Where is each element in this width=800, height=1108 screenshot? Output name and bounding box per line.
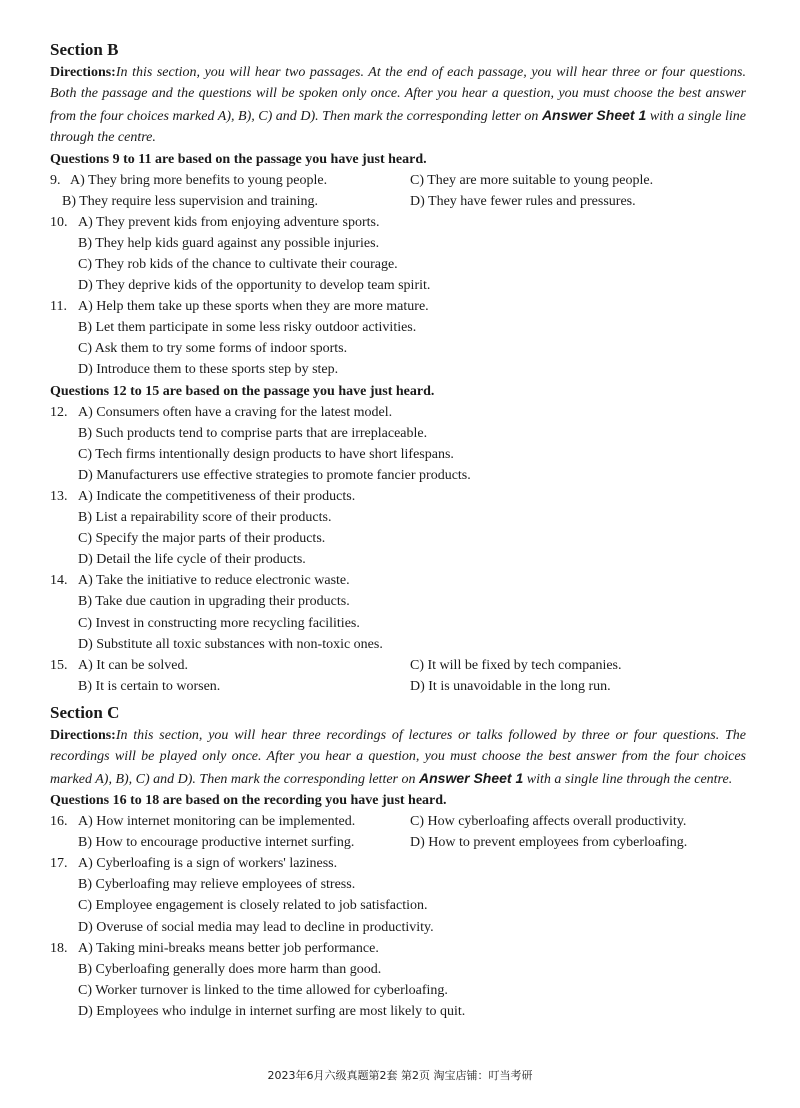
option-c: C) Worker turnover is linked to the time allowed for cyberloafing. [78,982,448,998]
option-c: C) Employee engagement is closely related to job satisfaction. [78,898,428,914]
section-c-directions [50,725,746,790]
question-10 [50,212,746,296]
option-d: D) Introduce them to these sports step by step. [78,362,339,378]
question-15 [50,655,746,697]
directions-label: Directions: [50,65,116,80]
option-b: B) Cyberloafing generally does more harm than good. [78,961,382,977]
directions-text: In this section, you will hear two passages. At the end of each passage, you will hear three or four questions. Both the passage and the questions will be spoken only once. After you hear a question, you must choose the best answer from the four choices marked A), B), C) and D). Then mark the corresponding letter on [50,65,746,124]
question-number: 12. [50,404,68,420]
option-b: B) List a repairability score of their products. [78,510,332,526]
question-17 [50,853,746,937]
option-b: B) Such products tend to comprise parts that are irreplaceable. [78,425,428,441]
question-number: 17. [50,856,68,872]
question-12 [50,402,746,486]
option-d: D) Overuse of social media may lead to decline in productivity. [78,919,434,935]
passage-note-9-11: Questions 9 to 11 are based on the passage you have just heard. [50,151,427,167]
option-d: D) Substitute all toxic substances with non-toxic ones. [78,636,383,652]
exam-page [50,38,746,1022]
directions-label: Directions: [50,727,116,743]
section-b-directions [50,62,746,149]
question-number: 14. [50,573,68,589]
directions-text: In this section, you will hear three recordings of lectures or talks followed by three or four questions. The recordings will be played only once. After you hear a question, you must choose the best answer from the four choices marked A), B), C) and D). Then mark the corresponding letter on [50,727,746,787]
question-number: 11. [50,299,67,315]
option-a: A) Taking mini-breaks means better job performance. [78,940,379,956]
option-b: B) They require less supervision and training. [62,193,318,209]
passage-note-12-15: Questions 12 to 15 are based on the passage you have just heard. [50,383,435,399]
option-b: B) It is certain to worsen. [78,678,221,694]
option-a: A) Indicate the competitiveness of their products. [78,488,356,504]
option-c: C) They are more suitable to young people. [410,172,654,188]
question-18 [50,938,746,1022]
option-d: D) How to prevent employees from cyberloafing. [410,835,688,851]
option-c: C) Specify the major parts of their products. [78,531,326,547]
option-b: B) Let them participate in some less risky outdoor activities. [78,320,417,336]
question-11 [50,296,746,380]
option-a: A) Cyberloafing is a sign of workers' laziness. [78,856,338,872]
recording-note-16-18: Questions 16 to 18 are based on the recording you have just heard. [50,793,447,809]
question-number: 16. [50,814,68,830]
option-b: B) How to encourage productive internet surfing. [78,835,355,851]
question-16 [50,811,746,853]
option-a: A) It can be solved. [78,657,189,673]
question-14 [50,570,746,654]
option-a: A) They prevent kids from enjoying adventure sports. [78,214,380,230]
question-number: 18. [50,940,68,956]
question-number: 15. [50,657,68,673]
option-d: D) Detail the life cycle of their products. [78,552,306,568]
section-b-title: Section B [50,40,119,59]
option-b: B) Take due caution in upgrading their products. [78,594,350,610]
option-c: C) Invest in constructing more recycling facilities. [78,615,360,631]
question-number: 9. [50,172,61,188]
option-a: A) Take the initiative to reduce electronic waste. [78,573,350,589]
option-c: C) They rob kids of the chance to cultivate their courage. [78,257,398,272]
question-13 [50,486,746,570]
option-c: C) Ask them to try some forms of indoor sports. [78,341,348,357]
option-d: D) They deprive kids of the opportunity to develop team spirit. [78,278,431,294]
question-number: 13. [50,488,68,504]
option-a: A) Consumers often have a craving for the latest model. [78,404,393,420]
option-a: A) How internet monitoring can be implemented. [78,814,356,830]
option-d: D) Manufacturers use effective strategies to promote fancier products. [78,467,471,483]
option-c: C) How cyberloafing affects overall productivity. [410,814,687,830]
option-b: B) They help kids guard against any possible injuries. [78,235,380,251]
page-footer: 2023年6月六级真题第2套 第2页 淘宝店铺：叮当考研 [267,1069,533,1082]
option-a: A) Help them take up these sports when they are more mature. [78,299,429,315]
directions-text-end: with a single line through the centre. [523,771,733,787]
directions-text-end: with a single line through the centre. [50,108,746,146]
option-c: C) It will be fixed by tech companies. [410,657,622,673]
option-c: C) Tech firms intentionally design products to have short lifespans. [78,446,454,462]
section-c-title: Section C [50,702,120,722]
answer-sheet-label: Answer Sheet 1 [541,106,647,123]
option-d: D) Employees who indulge in internet surfing are most likely to quit. [78,1003,466,1019]
option-b: B) Cyberloafing may relieve employees of stress. [78,877,356,893]
option-d: D) They have fewer rules and pressures. [410,193,636,209]
option-d: D) It is unavoidable in the long run. [410,678,611,694]
question-9 [50,170,746,212]
option-a: A) They bring more benefits to young people. [70,172,328,188]
answer-sheet-label: Answer Sheet 1 [419,769,524,786]
question-number: 10. [50,214,68,230]
